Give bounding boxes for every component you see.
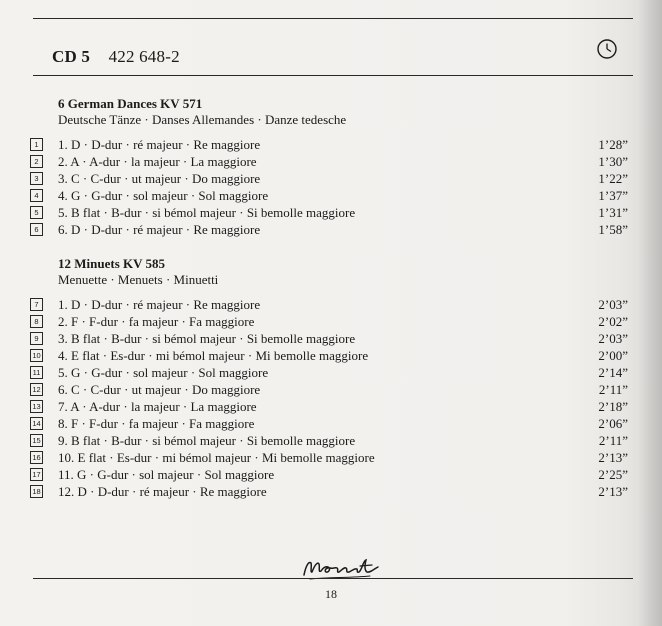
track-title: 1. D · D-dur · ré majeur · Re maggiore [58,297,261,312]
track-title: 6. C · C-dur · ut majeur · Do maggiore [58,382,261,397]
cd-label: CD 5 [52,47,91,66]
track-title: 6. D · D-dur · ré majeur · Re maggiore [58,222,261,237]
track-number: 10 [30,349,43,362]
track-duration: 1’30” [598,154,628,169]
track-title: 2. A · A-dur · la majeur · La maggiore [58,154,257,169]
track-row [30,221,630,238]
section-subtitle: Menuette · Menuets · Minuetti [58,272,219,287]
track-duration: 2’11” [598,382,628,397]
track-row [30,432,630,449]
track-number: 6 [30,223,43,236]
track-row [30,153,630,170]
page-edge-shadow [638,0,662,626]
track-duration: 1’58” [598,222,628,237]
track-duration: 1’31” [598,205,628,220]
section-title: 12 Minuets KV 585 [58,256,166,271]
track-row [30,313,630,330]
track-duration: 2’25” [598,467,628,482]
track-duration: 2’11” [598,433,628,448]
track-row [30,381,630,398]
track-title: 3. B flat · B-dur · si bémol majeur · Si bemolle maggiore [58,331,356,346]
top-rule [33,18,633,19]
section-subtitle: Deutsche Tänze · Danses Allemandes · Danze tedesche [58,112,347,127]
track-duration: 2’13” [598,484,628,499]
track-number: 2 [30,155,43,168]
clock-icon [596,38,618,60]
track-duration: 2’18” [598,399,628,414]
track-number: 18 [30,485,43,498]
track-title: 1. D · D-dur · ré majeur · Re maggiore [58,137,261,152]
track-duration: 2’03” [598,297,628,312]
track-number: 15 [30,434,43,447]
track-number: 14 [30,417,43,430]
header-rule [33,75,633,76]
track-duration: 2’00” [598,348,628,363]
track-title: 11. G · G-dur · sol majeur · Sol maggiore [58,467,275,482]
track-title: 5. G · G-dur · sol majeur · Sol maggiore [58,365,269,380]
track-duration: 1’28” [598,137,628,152]
track-number: 17 [30,468,43,481]
section-title: 6 German Dances KV 571 [58,96,203,111]
track-title: 9. B flat · B-dur · si bémol majeur · Si bemolle maggiore [58,433,356,448]
track-number: 5 [30,206,43,219]
track-number: 1 [30,138,43,151]
track-duration: 2’14” [598,365,628,380]
track-row [30,136,630,153]
track-row [30,187,630,204]
track-row [30,296,630,313]
track-row [30,364,630,381]
track-duration: 1’37” [598,188,628,203]
track-row [30,398,630,415]
track-number: 7 [30,298,43,311]
track-row [30,347,630,364]
track-duration: 2’13” [598,450,628,465]
track-title: 2. F · F-dur · fa majeur · Fa maggiore [58,314,255,329]
track-row [30,415,630,432]
track-title: 4. E flat · Es-dur · mi bémol majeur · Mi bemolle maggiore [58,348,369,363]
footer-rule [33,578,633,579]
track-duration: 1’22” [598,171,628,186]
track-number: 8 [30,315,43,328]
track-title: 10. E flat · Es-dur · mi bémol majeur · Mi bemolle maggiore [58,450,375,465]
track-row [30,170,630,187]
track-row [30,483,630,500]
track-title: 4. G · G-dur · sol majeur · Sol maggiore [58,188,269,203]
track-number: 11 [30,366,43,379]
track-title: 12. D · D-dur · ré majeur · Re maggiore [58,484,267,499]
track-title: 3. C · C-dur · ut majeur · Do maggiore [58,171,261,186]
track-row [30,449,630,466]
page-number: 18 [325,587,337,601]
cd-header [52,47,180,67]
track-row [30,330,630,347]
catalog-number: 422 648-2 [108,47,180,66]
track-duration: 2’06” [598,416,628,431]
track-number: 4 [30,189,43,202]
track-row [30,466,630,483]
track-duration: 2’02” [598,314,628,329]
track-row [30,204,630,221]
track-number: 12 [30,383,43,396]
track-title: 5. B flat · B-dur · si bémol majeur · Si bemolle maggiore [58,205,356,220]
track-number: 16 [30,451,43,464]
track-title: 8. F · F-dur · fa majeur · Fa maggiore [58,416,255,431]
track-number: 3 [30,172,43,185]
track-number: 13 [30,400,43,413]
track-number: 9 [30,332,43,345]
track-duration: 2’03” [598,331,628,346]
track-title: 7. A · A-dur · la majeur · La maggiore [58,399,257,414]
